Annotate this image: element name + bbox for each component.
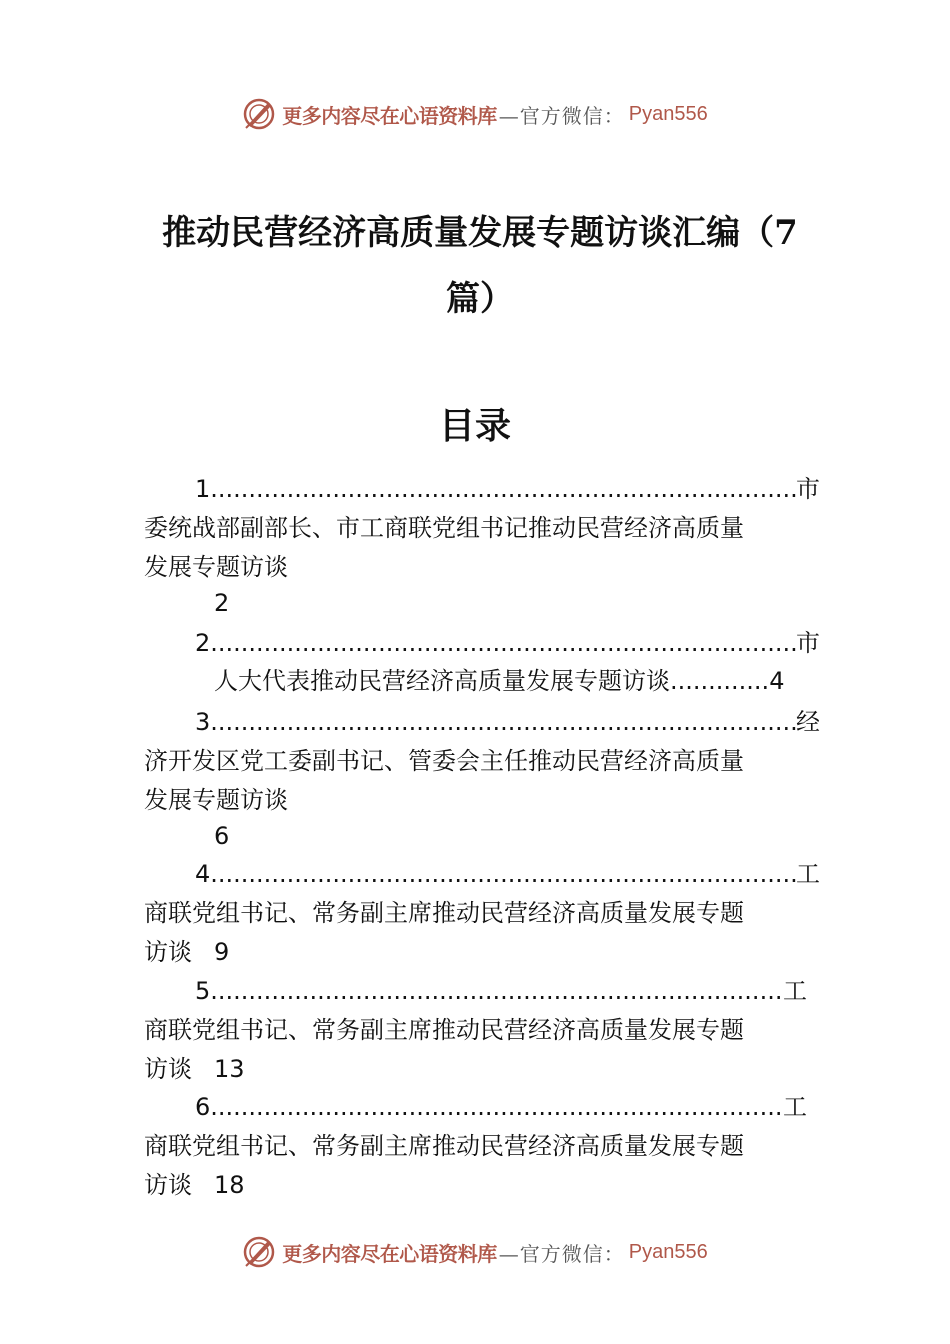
title-line-2: 篇） [446,279,514,319]
toc-page-number: 6 [214,822,230,850]
toc-leader-dots: ............. [670,667,770,695]
toc-entry-title-line: 商联党组书记、常务副主席推动民营经济高质量发展专题 [144,899,744,927]
toc-entry-title-start: 工 [783,977,807,1005]
toc-page-number: 13 [214,1055,245,1083]
brand-text: 更多内容尽在心语资料库 [282,1241,497,1266]
toc-entry-title-line: 发展专题访谈 [144,786,288,814]
wechat-label: —官方微信： [498,103,625,128]
document-title [140,200,820,332]
toc-entry-title-line: 商联党组书记、常务副主席推动民营经济高质量发展专题 [144,1016,744,1044]
toc-entry-title-text: 人大代表推动民营经济高质量发展专题访谈 [214,667,670,695]
toc-entry-title-text: 访谈 [144,1055,192,1083]
brand-logo-icon [242,97,276,131]
toc-leader-dots [210,628,796,658]
toc-leader-dots [210,707,796,737]
wechat-id: Pyan556 [628,1240,708,1263]
footer-watermark [0,1232,950,1272]
toc-entry-3[interactable] [195,707,820,737]
toc-entry-1[interactable] [195,474,820,504]
toc-entry-title-start: 经 [796,708,820,736]
toc-entry-title-line [144,1170,245,1200]
toc-leader-dots [210,859,796,889]
toc-entry-title-line: 发展专题访谈 [144,553,288,581]
toc-entry-number: 4 [195,860,211,888]
toc-entry-number: 5 [195,977,211,1005]
toc-leader-dots [210,474,796,504]
toc-entry-title-start: 市 [796,475,820,503]
toc-entry-2[interactable] [195,628,820,658]
toc-entry-number: 1 [195,475,211,503]
toc-entry-number: 3 [195,708,211,736]
toc-page-number: 2 [214,589,230,617]
wechat-id: Pyan556 [628,102,708,125]
toc-page-number: 9 [214,938,230,966]
header-watermark [0,94,950,134]
brand-logo-icon [242,1235,276,1269]
toc-entry-title-start: 工 [783,1093,807,1121]
toc-leader-dots [210,976,783,1006]
toc-entry-number: 6 [195,1093,211,1121]
toc-entry-title-line: 委统战部副部长、市工商联党组书记推动民营经济高质量 [144,514,744,542]
toc-leader-dots [210,1092,783,1122]
toc-page-number: 4 [769,667,785,695]
toc-entry-title-start: 市 [796,629,820,657]
toc-entry-title-line [214,666,810,696]
brand-text: 更多内容尽在心语资料库 [282,103,497,128]
toc-entry-4[interactable] [195,859,820,889]
toc-entry-number: 2 [195,629,211,657]
toc-entry-5[interactable] [195,976,807,1006]
wechat-label: —官方微信： [498,1241,625,1266]
toc-page-number: 18 [214,1171,245,1199]
toc-entry-6[interactable] [195,1092,807,1122]
toc-entry-title-line [144,937,229,967]
toc-heading: 目录 [438,405,511,447]
toc-entry-title-line: 济开发区党工委副书记、管委会主任推动民营经济高质量 [144,747,744,775]
toc-entry-title-start: 工 [796,860,820,888]
toc-entry-title-line [144,1054,245,1084]
toc-entry-title-line: 商联党组书记、常务副主席推动民营经济高质量发展专题 [144,1132,744,1160]
toc-entry-title-text: 访谈 [144,938,192,966]
toc-entry-title-text: 访谈 [144,1171,192,1199]
title-line-1: 推动民营经济高质量发展专题访谈汇编（7 [162,213,798,253]
